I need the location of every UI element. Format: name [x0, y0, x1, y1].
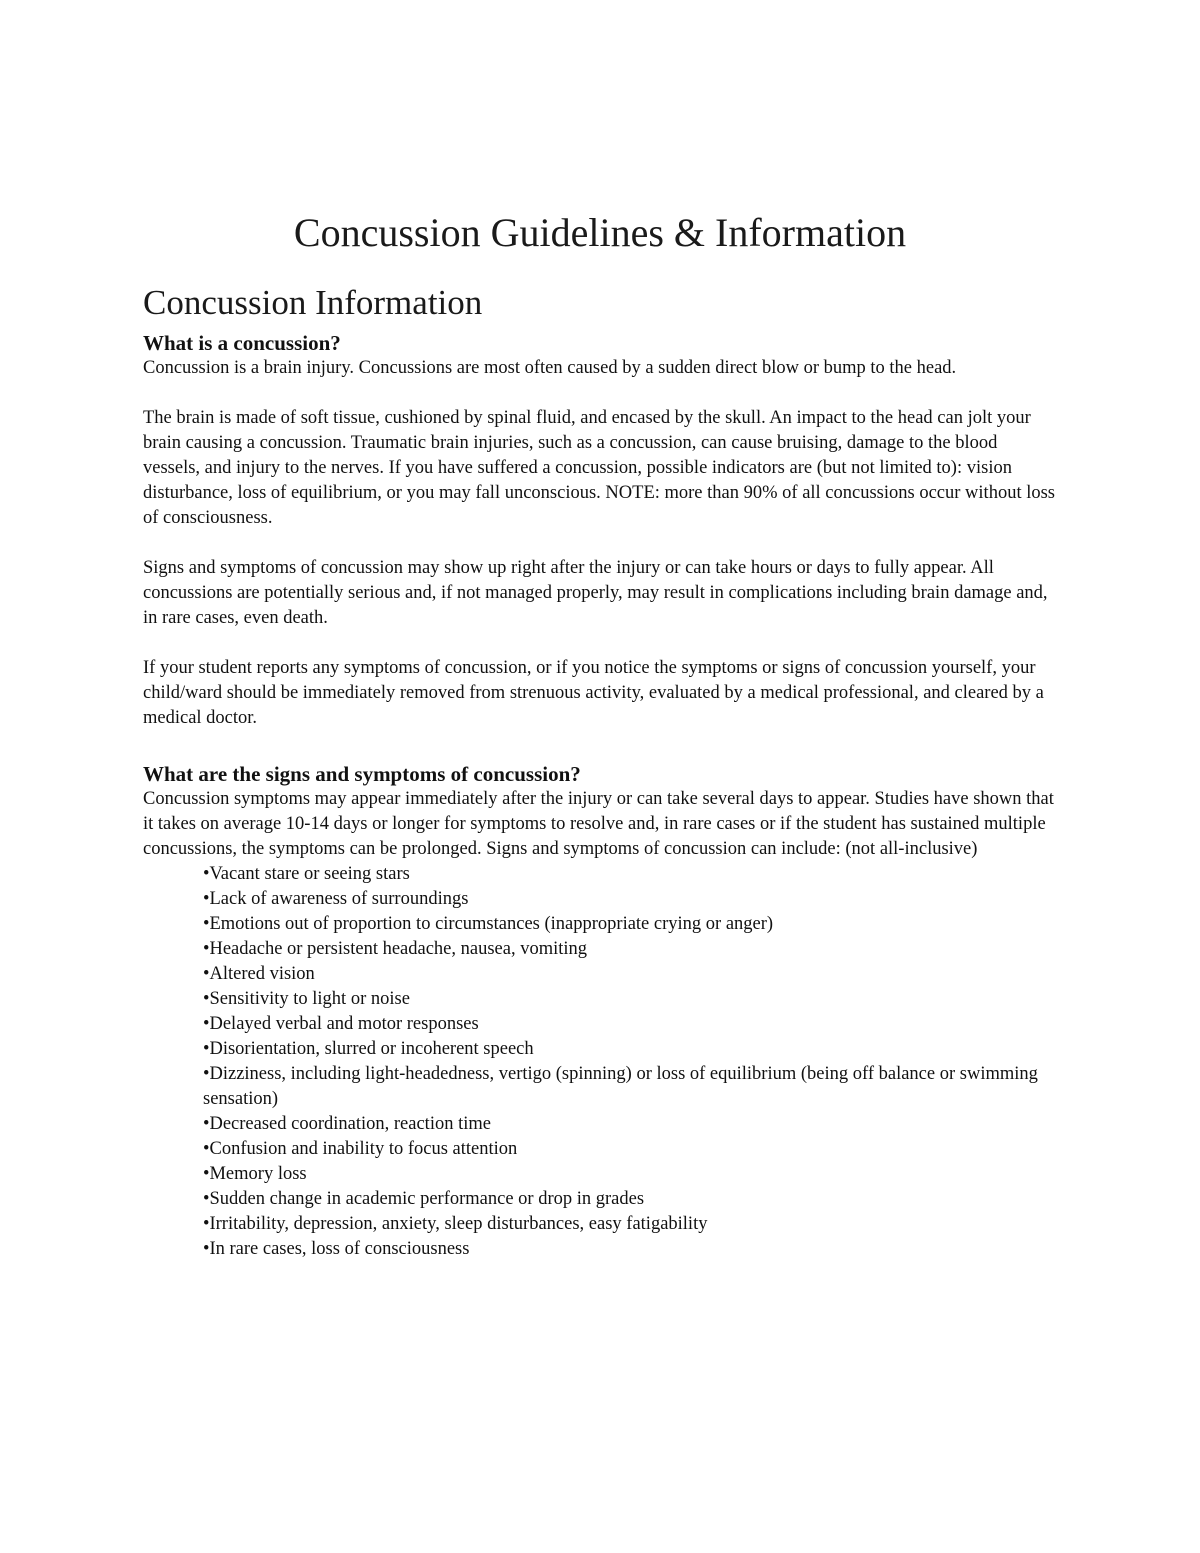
list-item: • Decreased coordination, reaction time [203, 1112, 1058, 1137]
list-item: • Delayed verbal and motor responses [203, 1012, 1058, 1037]
document-body [143, 330, 1058, 1262]
symptoms-list [143, 862, 1058, 1262]
list-item: • Altered vision [203, 962, 1058, 987]
list-item: • Memory loss [203, 1162, 1058, 1187]
paragraph: Concussion symptoms may appear immediately after the injury or can take several days to appear. Studies have shown that it takes on average 10-14 days or longer for symptoms to resolve and, in rare cases or if the student has sustained multiple concussions, the symptoms can be prolonged. Signs and symptoms of concussion can include: (not all-inclusive) [143, 789, 1054, 859]
list-item: • Headache or persistent headache, nausea, vomiting [203, 937, 1058, 962]
paragraph: Concussion is a brain injury. Concussions are most often caused by a sudden direct blow or bump to the head. [143, 358, 957, 378]
list-item: • Irritability, depression, anxiety, sleep disturbances, easy fatigability [203, 1212, 1058, 1237]
list-item: • Vacant stare or seeing stars [203, 862, 1058, 887]
paragraph: Signs and symptoms of concussion may show up right after the injury or can take hours or days to fully appear. All concussions are potentially serious and, if not managed properly, may result in complications including brain damage and, in rare cases, even death. [143, 558, 1048, 628]
paragraph: If your student reports any symptoms of concussion, or if you notice the symptoms or signs of concussion yourself, your child/ward should be immediately removed from strenuous activity, evaluated by a medical professional, and cleared by a medical doctor. [143, 658, 1044, 728]
list-item: • Lack of awareness of surroundings [203, 887, 1058, 912]
list-item: • Disorientation, slurred or incoherent speech [203, 1037, 1058, 1062]
list-item: • Sudden change in academic performance or drop in grades [203, 1187, 1058, 1212]
list-item: • Dizziness, including light-headedness, vertigo (spinning) or loss of equilibrium (being off balance or swimming sensation) [203, 1062, 1058, 1112]
question-heading-what-is-concussion: What is a concussion? [143, 331, 341, 355]
list-item: • Confusion and inability to focus attention [203, 1137, 1058, 1162]
question-heading-signs-and-symptoms: What are the signs and symptoms of concussion? [143, 762, 581, 786]
paragraph: The brain is made of soft tissue, cushioned by spinal fluid, and encased by the skull. An impact to the head can jolt your brain causing a concussion. Traumatic brain injuries, such as a concussion, can cause bruising, damage to the blood vessels, and injury to the nerves. If you have suffered a concussion, possible indicators are (but not limited to): vision disturbance, loss of equilibrium, or you may fall unconscious. NOTE: more than 90% of all concussions occur without loss of consciousness. [143, 408, 1055, 528]
list-item: • Sensitivity to light or noise [203, 987, 1058, 1012]
list-item: • In rare cases, loss of consciousness [203, 1237, 1058, 1262]
document-title: Concussion Guidelines & Information [293, 210, 907, 255]
section-heading: Concussion Information [143, 283, 483, 322]
list-item: • Emotions out of proportion to circumstances (inappropriate crying or anger) [203, 912, 1058, 937]
